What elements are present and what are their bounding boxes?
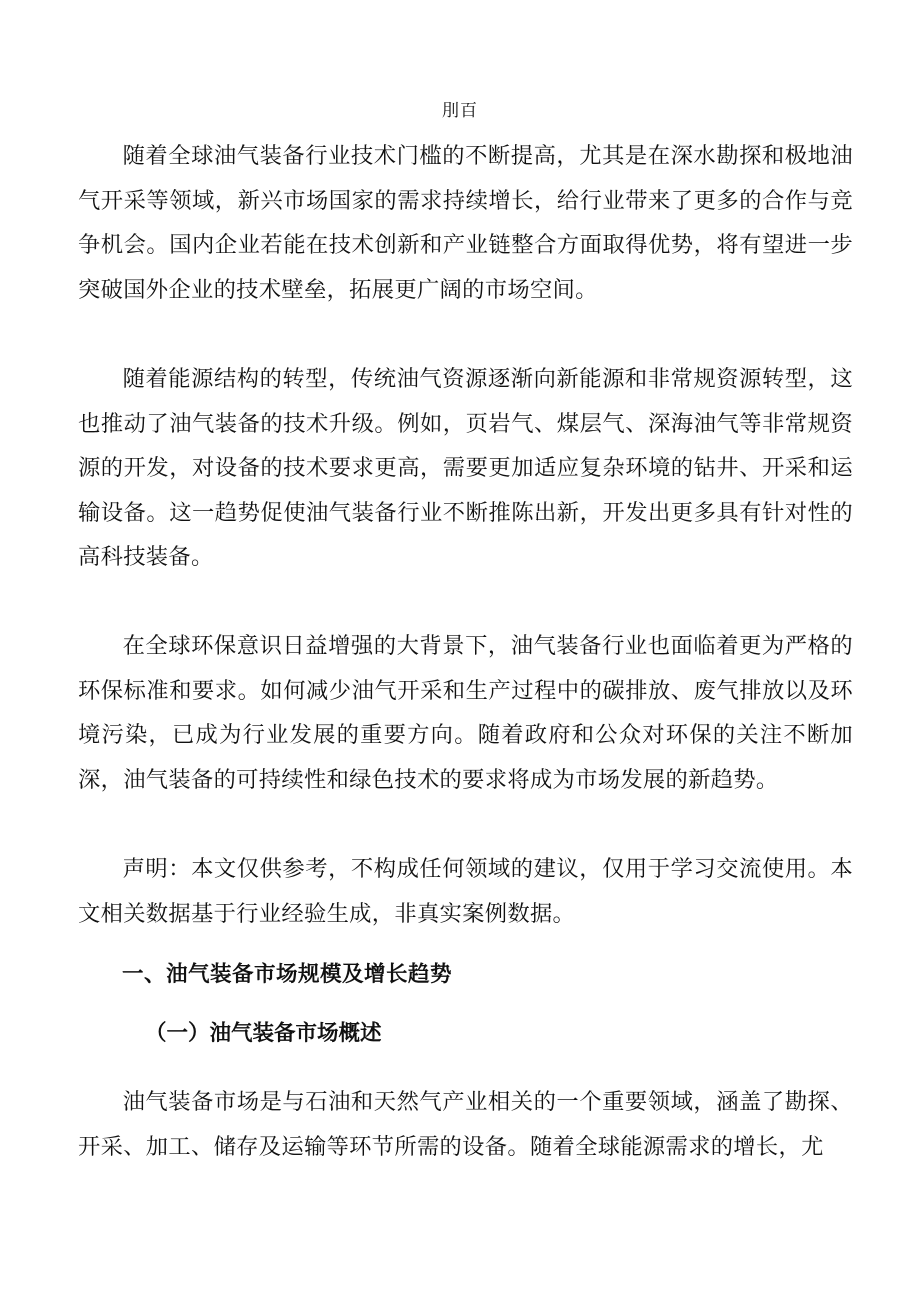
section-paragraph: 油气装备市场是与石油和天然气产业相关的一个重要领域，涵盖了勘探、开采、加工、储存及运输等环节所需的设备。随着全球能源需求的增长，尤 — [78, 1089, 853, 1160]
paragraph-intro-1: 随着全球油气装备行业技术门槛的不断提高，尤其是在深水勘探和极地油气开采等领域，新兴市场国家的需求持续增长，给行业带来了更多的合作与竞争机会。国内企业若能在技术创新和产业链整合方面取得优势，将有望进一步突破国外企业的技术壁垒，拓展更广阔的市场空间。 — [78, 143, 853, 303]
disclaimer-paragraph: 声明：本文仅供参考，不构成任何领域的建议，仅用于学习交流使用。本文相关数据基于行业经验生成，非真实案例数据。 — [78, 856, 853, 927]
paragraph-intro-3: 在全球环保意识日益增强的大背景下，油气装备行业也面临着更为严格的环保标准和要求。如何减少油气开采和生产过程中的碳排放、废气排放以及环境污染，已成为行业发展的重要方向。随着政府和公众对环保的关注不断加深，油气装备的可持续性和绿色技术的要求将成为市场发展的新趋势。 — [78, 633, 853, 793]
paragraph-intro-2: 随着能源结构的转型，传统油气资源逐渐向新能源和非常规资源转型，这也推动了油气装备的技术升级。例如，页岩气、煤层气、深海油气等非常规资源的开发，对设备的技术要求更高，需要更加适应复杂环境的钻井、开采和运输设备。这一趋势促使油气装备行业不断推陈出新，开发出更多具有针对性的高科技装备。 — [78, 366, 853, 571]
subsection-title: （一）油气装备市场概述 — [145, 1021, 382, 1046]
section-title: 一、油气装备市场规模及增长趋势 — [122, 962, 453, 987]
page-heading: 刖百 — [442, 101, 478, 121]
